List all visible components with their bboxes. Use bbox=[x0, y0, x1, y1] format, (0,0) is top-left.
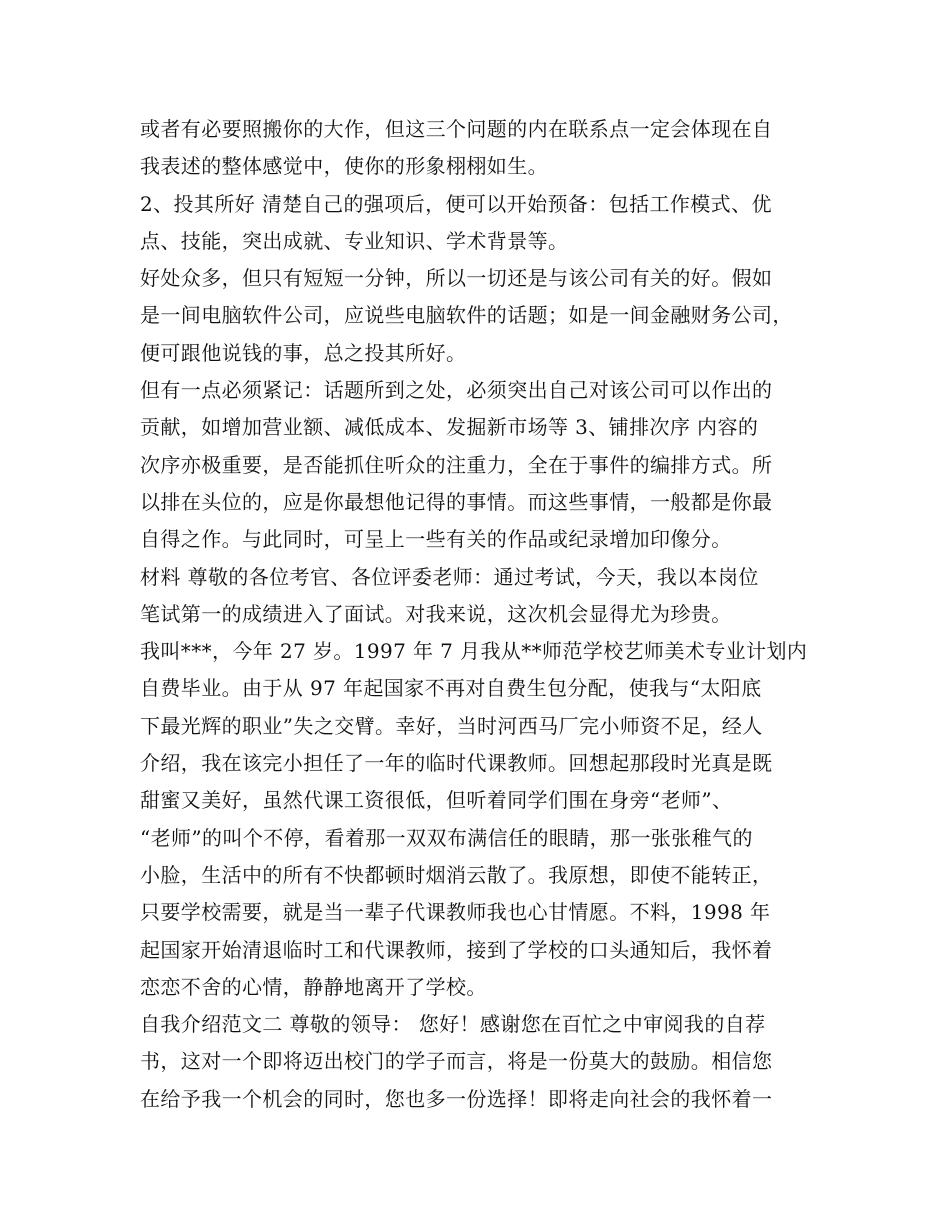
text-line: 自费毕业。由于从 97 年起国家不再对自费生包分配，使我与“太阳底 bbox=[140, 676, 762, 701]
text-line: 下最光辉的职业”失之交臂。幸好，当时河西马厂完小师资不足，经人 bbox=[140, 713, 763, 738]
text-line: 贡献，如增加营业额、减低成本、发掘新市场等 3、铺排次序 内容的 bbox=[140, 415, 759, 440]
text-line: 书，这对一个即将迈出校门的学子而言，将是一份莫大的鼓励。相信您 bbox=[140, 1049, 773, 1074]
text-line: 自得之作。与此同时，可呈上一些有关的作品或纪录增加印像分。 bbox=[140, 527, 732, 552]
text-line: 介绍，我在该完小担任了一年的临时代课教师。回想起那段时光真是既 bbox=[140, 751, 773, 776]
text-line: “老师”的叫个不停，看着那一双双布满信任的眼睛，那一张张稚气的 bbox=[140, 825, 753, 850]
text-line: 甜蜜又美好，虽然代课工资很低，但听着同学们围在身旁“老师”、 bbox=[140, 788, 733, 813]
text-line: 自我介绍范文二 尊敬的领导： 您好！感谢您在百忙之中审阅我的自荐 bbox=[140, 1012, 766, 1037]
text-line: 在给予我一个机会的同时，您也多一份选择！即将走向社会的我怀着一 bbox=[140, 1086, 773, 1111]
text-line: 笔试第一的成绩进入了面试。对我来说，这次机会显得尤为珍贵。 bbox=[140, 601, 732, 626]
text-line: 但有一点必须紧记：话题所到之处，必须突出自己对该公司可以作出的 bbox=[140, 378, 773, 403]
text-line: 以排在头位的，应是你最想他记得的事情。而这些事情，一般都是你最 bbox=[140, 489, 773, 514]
text-line: 便可跟他说钱的事，总之投其所好。 bbox=[140, 340, 467, 365]
text-line: 次序亦极重要，是否能抓住听众的注重力，全在于事件的编排方式。所 bbox=[140, 452, 773, 477]
text-line: 材料 尊敬的各位考官、各位评委老师：通过考试，今天，我以本岗位 bbox=[140, 564, 759, 589]
text-line: 好处众多，但只有短短一分钟，所以一切还是与该公司有关的好。假如 bbox=[140, 266, 773, 291]
text-line: 或者有必要照搬你的大作，但这三个问题的内在联系点一定会体现在自 bbox=[140, 117, 773, 141]
text-line: 2、投其所好 清楚自己的强项后，便可以开始预备：包括工作模式、优 bbox=[140, 191, 772, 216]
text-line: 点、技能，突出成就、专业知识、学术背景等。 bbox=[140, 228, 569, 253]
text-line: 我叫***，今年 27 岁。1997 年 7 月我从**师范学校艺师美术专业计划内 bbox=[140, 639, 808, 664]
text-line: 小脸，生活中的所有不快都顿时烟消云散了。我原想，即使不能转正， bbox=[140, 862, 773, 887]
document-body bbox=[140, 111, 830, 1118]
text-line: 我表述的整体感觉中，使你的形象栩栩如生。 bbox=[140, 154, 548, 179]
text-line: 恋恋不舍的心情，静静地离开了学校。 bbox=[140, 974, 487, 999]
text-line: 起国家开始清退临时工和代课教师，接到了学校的口头通知后，我怀着 bbox=[140, 937, 773, 962]
text-line: 是一间电脑软件公司，应说些电脑软件的话题；如是一间金融财务公司， bbox=[140, 303, 793, 328]
text-line: 只要学校需要，就是当一辈子代课教师我也心甘情愿。不料，1998 年 bbox=[140, 900, 771, 925]
